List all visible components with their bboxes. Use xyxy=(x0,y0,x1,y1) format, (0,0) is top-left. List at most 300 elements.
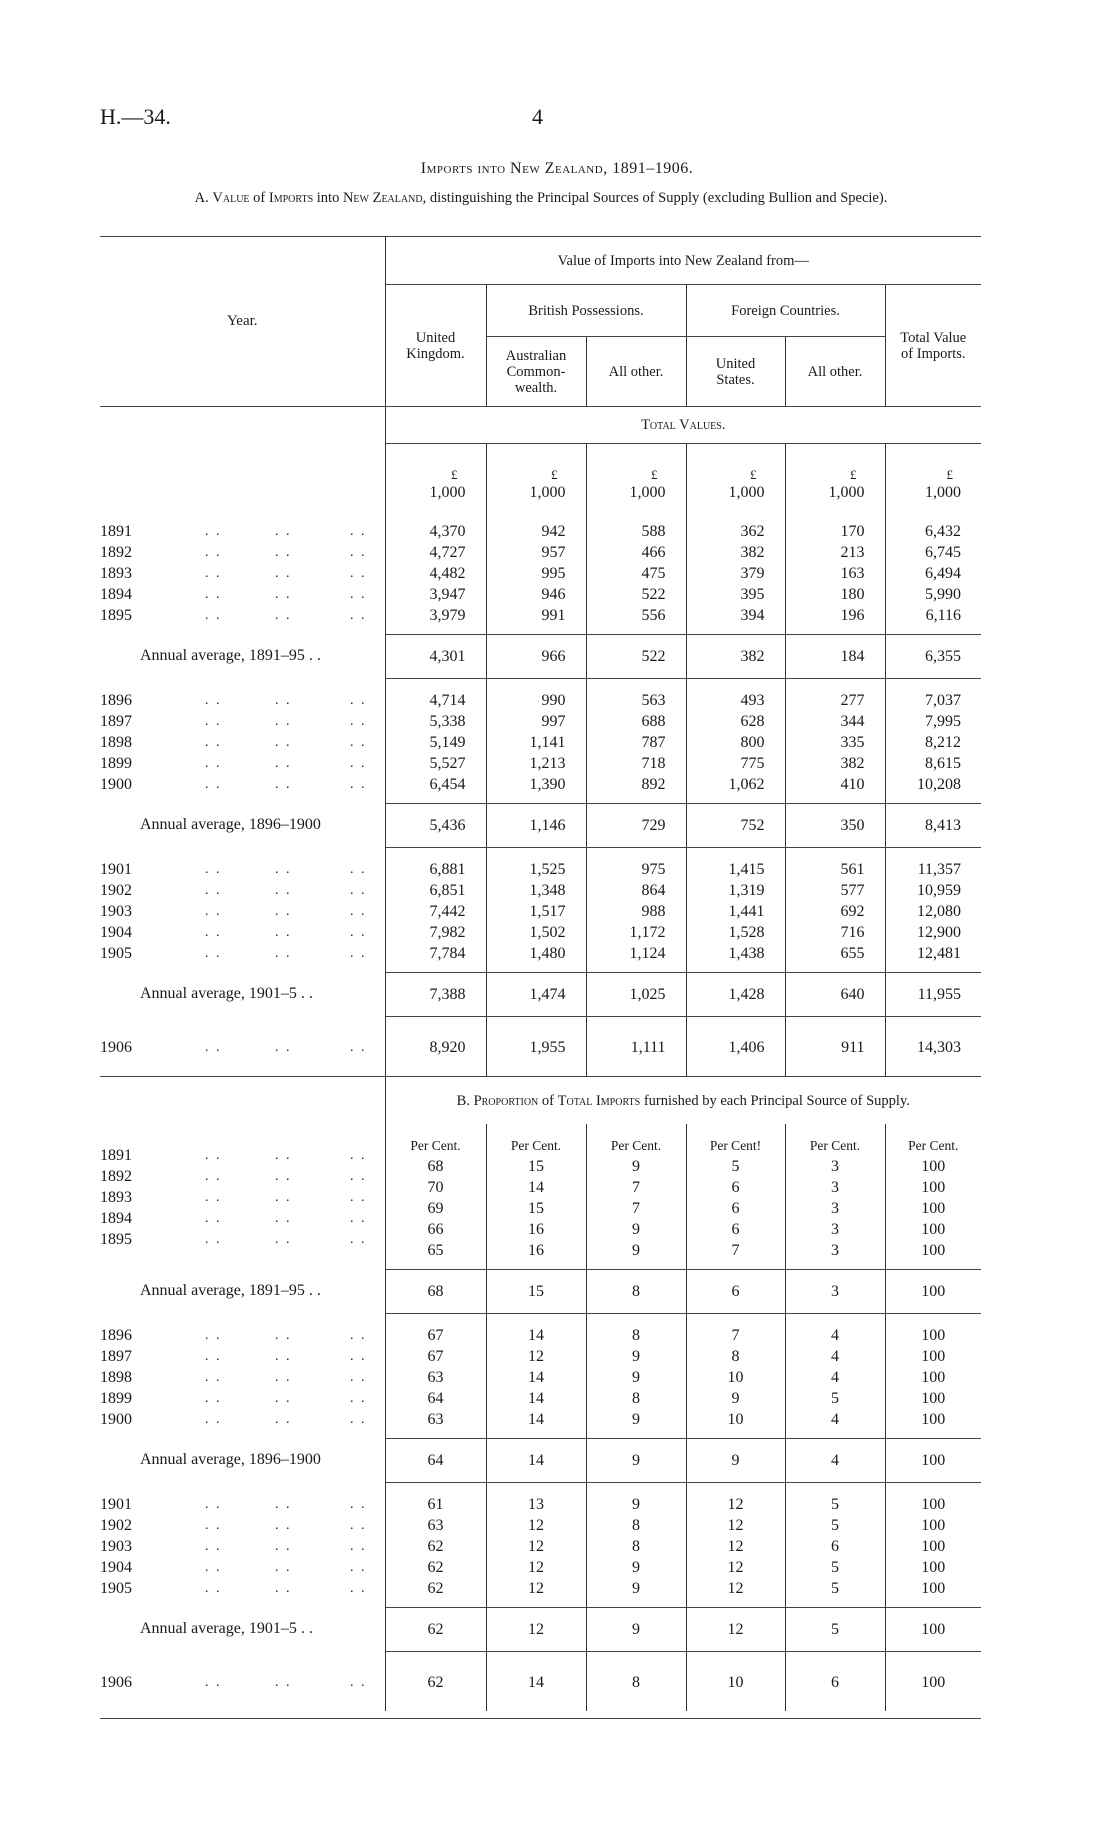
year-label: 1906 xyxy=(100,1673,132,1691)
table-cell-value: 100 xyxy=(921,1368,946,1386)
year-label: 1905 xyxy=(100,944,132,962)
year-row-label xyxy=(100,690,385,711)
table-cell-value: 8 xyxy=(632,1674,640,1691)
caption-prefix: A. xyxy=(194,190,213,206)
value-column-cell xyxy=(586,510,686,635)
value-column-cell xyxy=(686,1482,785,1607)
average-value: 350 xyxy=(840,816,865,834)
table-cell-value: 69 xyxy=(427,1199,444,1217)
year-row-label xyxy=(100,542,385,563)
leader-dots: . . xyxy=(205,1369,222,1385)
table-cell-value: 1,172 xyxy=(629,923,666,941)
table-cell-value: 6 xyxy=(731,1199,740,1217)
value-column-cell xyxy=(486,1482,586,1607)
average-value-cell xyxy=(385,1438,486,1482)
table-cell-value: 100 xyxy=(921,1326,946,1344)
value-column-cell xyxy=(785,847,885,972)
table-cell-value: 588 xyxy=(641,522,666,540)
table-cell-value: 100 xyxy=(921,1199,946,1217)
value-column-cell xyxy=(385,1016,486,1076)
value-column-cell xyxy=(385,1651,486,1711)
leader-dots: . . xyxy=(205,1496,222,1512)
table-cell-value: 7 xyxy=(731,1241,740,1259)
table-cell-value: 1,213 xyxy=(529,754,566,772)
average-value: 7,388 xyxy=(429,985,466,1003)
australian-commonwealth-header: Australian Common-wealth. xyxy=(486,337,586,407)
year-row-label xyxy=(100,732,385,753)
table-cell-value: 14,303 xyxy=(917,1039,962,1056)
year-label: 1902 xyxy=(100,1516,132,1534)
average-row xyxy=(100,972,981,1016)
table-cell-value: 5 xyxy=(831,1495,839,1513)
table-cell-value: 6 xyxy=(731,1178,740,1196)
year-cell xyxy=(100,847,385,972)
average-value-cell xyxy=(486,803,586,847)
leader-dots: . . xyxy=(205,713,222,729)
year-row-label xyxy=(100,1325,385,1346)
leader-dots: . . xyxy=(205,1327,222,1343)
unit-amount: 1,000 xyxy=(728,483,765,501)
value-column-cell xyxy=(885,1124,981,1270)
table-cell-value: 628 xyxy=(740,712,765,730)
value-column-cell xyxy=(486,847,586,972)
per-cent-label: Per Cent. xyxy=(809,1137,861,1153)
table-cell-value: 6 xyxy=(731,1220,740,1238)
page-title: Imports into New Zealand, 1891–1906. xyxy=(420,160,694,177)
table-cell-value: 563 xyxy=(641,691,666,709)
table-cell-value: 14 xyxy=(528,1410,544,1428)
table-cell-value: 12,481 xyxy=(917,944,962,962)
leader-dots: . . xyxy=(275,544,292,560)
average-value: 9 xyxy=(632,1620,640,1638)
table-cell-value: 8 xyxy=(632,1516,640,1534)
average-value-cell xyxy=(785,634,885,678)
value-column-cell xyxy=(885,510,981,635)
section-b-heading xyxy=(385,1076,981,1124)
year-label: 1892 xyxy=(100,543,132,561)
value-column-cell xyxy=(486,510,586,635)
table-cell-value: 5 xyxy=(831,1516,839,1534)
leader-dots: . . xyxy=(350,1327,367,1343)
table-cell-value: 8 xyxy=(632,1389,640,1407)
average-label: Annual average, 1901–5 . . xyxy=(140,985,313,1002)
year-label: 1899 xyxy=(100,1389,132,1407)
leader-dots: . . xyxy=(275,692,292,708)
table-cell-value: 9 xyxy=(632,1368,640,1386)
year-label: 1903 xyxy=(100,1537,132,1555)
year-label: 1898 xyxy=(100,733,132,751)
table-cell-value: 213 xyxy=(840,543,865,561)
value-column-cell xyxy=(785,1651,885,1711)
final-year-row xyxy=(100,1016,981,1076)
leader-dots: . . xyxy=(275,1327,292,1343)
average-value: 100 xyxy=(921,1620,946,1638)
average-value: 8 xyxy=(632,1282,640,1300)
table-cell-value: 787 xyxy=(641,733,666,751)
table-cell-value: 100 xyxy=(921,1537,946,1555)
year-label: 1900 xyxy=(100,775,132,793)
leader-dots: . . xyxy=(350,1232,367,1248)
table-cell-value: 1,390 xyxy=(529,775,566,793)
final-year-row xyxy=(100,1651,981,1711)
table-cell-value: 63 xyxy=(427,1516,444,1534)
average-value-cell xyxy=(686,1438,785,1482)
table-cell-value: 7 xyxy=(731,1326,740,1344)
table-cell-value: 12,900 xyxy=(917,923,962,941)
table-cell-value: 5 xyxy=(731,1157,740,1175)
table-cell-value: 7,784 xyxy=(429,944,466,962)
leader-dots: . . xyxy=(205,1148,222,1164)
table-cell-value: 995 xyxy=(541,564,566,582)
average-value-cell xyxy=(586,1438,686,1482)
table-cell-value: 4 xyxy=(831,1368,839,1386)
table-cell-value: 64 xyxy=(427,1389,444,1407)
data-block xyxy=(100,678,981,803)
leader-dots: . . xyxy=(205,1517,222,1533)
table-cell-value: 1,955 xyxy=(529,1039,566,1056)
year-cell xyxy=(100,1124,385,1270)
average-value-cell xyxy=(385,803,486,847)
table-a-caption xyxy=(100,190,982,206)
leader-dots: . . xyxy=(205,565,222,581)
caption-caps: New Zealand xyxy=(342,190,423,206)
leader-dots: . . xyxy=(275,1211,292,1227)
table-cell-value: 1,441 xyxy=(728,902,765,920)
table-cell-value: 277 xyxy=(840,691,865,709)
table-cell-value: 170 xyxy=(840,522,865,540)
leader-dots: . . xyxy=(205,1190,222,1206)
british-all-other-header: All other. xyxy=(586,337,686,407)
average-value-cell xyxy=(686,1607,785,1651)
year-row-label xyxy=(100,711,385,732)
leader-dots: . . xyxy=(350,1211,367,1227)
average-value-cell xyxy=(385,972,486,1016)
leader-dots: . . xyxy=(275,565,292,581)
value-column-cell xyxy=(586,1124,686,1270)
table-cell-value: 892 xyxy=(641,775,666,793)
caption-caps: Value xyxy=(212,190,250,206)
table-cell-value: 100 xyxy=(921,1157,946,1175)
average-value: 1,025 xyxy=(629,985,666,1003)
table-cell-value: 6,494 xyxy=(925,564,962,582)
value-column-cell xyxy=(385,678,486,803)
table-cell-value: 362 xyxy=(740,522,765,540)
year-label: 1901 xyxy=(100,860,132,878)
table-cell-value: 688 xyxy=(641,712,666,730)
table-cell-value: 100 xyxy=(921,1220,946,1238)
leader-dots: . . xyxy=(275,924,292,940)
year-label: 1903 xyxy=(100,902,132,920)
table-cell-value: 8,920 xyxy=(429,1039,466,1056)
table-cell-value: 9 xyxy=(731,1389,740,1407)
table-cell-value: 12,080 xyxy=(917,902,962,920)
table-cell-value: 100 xyxy=(921,1241,946,1259)
leader-dots: . . xyxy=(205,1039,222,1055)
table-cell-value: 6 xyxy=(831,1537,839,1555)
average-value: 1,146 xyxy=(529,816,566,834)
leader-dots: . . xyxy=(350,1559,367,1575)
leader-dots: . . xyxy=(275,1538,292,1554)
leader-dots: . . xyxy=(350,945,367,961)
average-value-cell xyxy=(885,972,981,1016)
average-value-cell xyxy=(586,1269,686,1313)
table-cell-value: 975 xyxy=(641,860,666,878)
value-column-cell xyxy=(486,1313,586,1438)
table-cell-value: 12 xyxy=(727,1516,744,1534)
table-cell-value: 4 xyxy=(831,1347,839,1365)
year-label: 1892 xyxy=(100,1168,132,1186)
table-cell-value: 10 xyxy=(727,1368,744,1386)
average-label: Annual average, 1891–95 . . xyxy=(140,1282,321,1299)
average-value: 9 xyxy=(632,1451,640,1469)
value-from-header: Value of Imports into New Zealand from— xyxy=(385,237,981,285)
leader-dots: . . xyxy=(275,1580,292,1596)
average-value-cell xyxy=(785,972,885,1016)
average-value: 11,955 xyxy=(917,985,962,1003)
leader-dots: . . xyxy=(350,544,367,560)
table-cell-value: 12 xyxy=(727,1579,744,1597)
table-cell-value: 100 xyxy=(921,1389,946,1407)
leader-dots: . . xyxy=(205,734,222,750)
average-value-cell xyxy=(885,1607,981,1651)
table-cell-value: 1,124 xyxy=(629,944,666,962)
average-value: 1,474 xyxy=(529,985,566,1003)
table-cell-value: 344 xyxy=(840,712,865,730)
average-row xyxy=(100,634,981,678)
year-row-label xyxy=(100,1145,385,1166)
year-row-label xyxy=(100,753,385,774)
year-row-label xyxy=(100,1409,385,1430)
table-cell-value: 100 xyxy=(921,1495,946,1513)
table-cell-value: 7,037 xyxy=(925,691,962,709)
leader-dots: . . xyxy=(350,734,367,750)
table-cell-value: 10,208 xyxy=(917,775,962,793)
average-value: 4,301 xyxy=(429,647,466,665)
average-value: 966 xyxy=(541,647,566,665)
leader-dots: . . xyxy=(350,882,367,898)
value-column-cell xyxy=(785,678,885,803)
year-label: 1894 xyxy=(100,1210,132,1228)
year-column-header: Year. xyxy=(100,237,385,407)
foreign-countries-header: Foreign Countries. xyxy=(686,285,885,337)
table-cell-value: 100 xyxy=(921,1516,946,1534)
leader-dots: . . xyxy=(275,586,292,602)
table-cell-value: 7,442 xyxy=(429,902,466,920)
year-row-label xyxy=(100,1187,385,1208)
table-cell-value: 9 xyxy=(632,1157,640,1175)
table-cell-value: 4,482 xyxy=(429,564,466,582)
unit-cell xyxy=(885,444,981,510)
leader-dots: . . xyxy=(205,523,222,539)
table-cell-value: 11,357 xyxy=(917,860,962,878)
leader-dots: . . xyxy=(275,734,292,750)
value-column-cell xyxy=(385,1482,486,1607)
table-cell-value: 556 xyxy=(641,606,666,624)
table-cell-value: 61 xyxy=(427,1495,444,1513)
unit-amount: 1,000 xyxy=(828,483,865,501)
value-column-cell xyxy=(686,1124,785,1270)
table-cell-value: 475 xyxy=(641,564,666,582)
table-cell-value: 5 xyxy=(831,1558,839,1576)
average-value-cell xyxy=(385,634,486,678)
unit-amount: 1,000 xyxy=(529,483,566,501)
table-cell-value: 577 xyxy=(840,881,865,899)
table-cell-value: 7 xyxy=(632,1199,640,1217)
per-cent-label: Per Cent! xyxy=(709,1137,762,1153)
table-cell-value: 10 xyxy=(727,1410,744,1428)
average-value: 12 xyxy=(727,1620,744,1638)
table-cell-value: 692 xyxy=(840,902,865,920)
year-row-label xyxy=(100,1557,385,1578)
leader-dots: . . xyxy=(275,1559,292,1575)
foreign-all-other-header: All other. xyxy=(785,337,885,407)
leader-dots: . . xyxy=(205,903,222,919)
year-row-label xyxy=(100,1388,385,1409)
average-value-cell xyxy=(486,634,586,678)
average-value-cell xyxy=(486,1269,586,1313)
table-cell-value: 12 xyxy=(727,1537,744,1555)
heading-text: furnished by each Principal Source of Supply. xyxy=(640,1092,910,1109)
total-value-header: Total Value of Imports. xyxy=(885,285,981,407)
table-cell-value: 1,517 xyxy=(529,902,566,920)
table-cell-value: 12 xyxy=(727,1558,744,1576)
table-cell-value: 1,525 xyxy=(529,860,566,878)
table-cell-value: 775 xyxy=(740,754,765,772)
average-label: Annual average, 1896–1900 xyxy=(140,1451,321,1468)
leader-dots: . . xyxy=(350,523,367,539)
year-row-label xyxy=(100,1346,385,1367)
year-row-label xyxy=(100,1672,385,1693)
table-cell-value: 493 xyxy=(740,691,765,709)
unit-cell xyxy=(785,444,885,510)
table-cell-value: 5 xyxy=(831,1389,839,1407)
document-reference: H.—34. xyxy=(100,104,171,129)
year-cell xyxy=(100,1313,385,1438)
table-cell-value: 4,714 xyxy=(429,691,466,709)
average-value-cell xyxy=(586,634,686,678)
value-column-cell xyxy=(785,1124,885,1270)
table-cell-value: 9 xyxy=(632,1410,640,1428)
table-cell-value: 800 xyxy=(740,733,765,751)
year-row-label xyxy=(100,563,385,584)
average-value: 5 xyxy=(831,1620,839,1638)
unit-cell xyxy=(686,444,785,510)
per-cent-label: Per Cent. xyxy=(610,1137,662,1153)
value-column-cell xyxy=(385,1313,486,1438)
table-cell-value: 14 xyxy=(528,1674,544,1691)
year-label: 1898 xyxy=(100,1368,132,1386)
leader-dots: . . xyxy=(205,882,222,898)
average-label: Annual average, 1901–5 . . xyxy=(140,1620,313,1637)
table-cell-value: 3 xyxy=(831,1241,839,1259)
table-cell-value: 957 xyxy=(541,543,566,561)
table-cell-value: 10 xyxy=(727,1674,744,1691)
table-cell-value: 946 xyxy=(541,585,566,603)
table-cell-value: 4 xyxy=(831,1410,839,1428)
table-cell-value: 1,502 xyxy=(529,923,566,941)
average-value-cell xyxy=(785,803,885,847)
table-cell-value: 3,979 xyxy=(429,606,466,624)
leader-dots: . . xyxy=(350,924,367,940)
average-value-cell xyxy=(486,972,586,1016)
leader-dots: . . xyxy=(350,903,367,919)
table-cell-value: 1,062 xyxy=(728,775,765,793)
united-kingdom-header: United Kingdom. xyxy=(385,285,486,407)
average-label: Annual average, 1896–1900 xyxy=(140,816,321,833)
year-label: 1904 xyxy=(100,1558,132,1576)
table-cell-value: 1,438 xyxy=(728,944,765,962)
average-value: 14 xyxy=(528,1451,544,1469)
pound-symbol: £ xyxy=(551,466,558,482)
year-label: 1904 xyxy=(100,923,132,941)
data-block xyxy=(100,1313,981,1438)
leader-dots: . . xyxy=(275,861,292,877)
unit-amount: 1,000 xyxy=(429,483,466,501)
value-column-cell xyxy=(586,1651,686,1711)
table-cell-value: 379 xyxy=(740,564,765,582)
average-value-cell xyxy=(885,803,981,847)
year-row-label xyxy=(100,1367,385,1388)
leader-dots: . . xyxy=(350,713,367,729)
value-column-cell xyxy=(785,1016,885,1076)
table-cell-value: 12 xyxy=(528,1558,544,1576)
table-cell-value: 8 xyxy=(632,1537,640,1555)
table-cell-value: 9 xyxy=(632,1495,640,1513)
average-value-cell xyxy=(586,803,686,847)
british-possessions-header: British Possessions. xyxy=(486,285,686,337)
pound-symbol: £ xyxy=(750,466,757,482)
year-label: 1905 xyxy=(100,1579,132,1597)
value-column-cell xyxy=(885,1016,981,1076)
average-value: 184 xyxy=(840,647,865,665)
table-cell-value: 5,149 xyxy=(429,733,466,751)
table-cell-value: 100 xyxy=(921,1579,946,1597)
table-cell-value: 410 xyxy=(840,775,865,793)
value-column-cell xyxy=(385,510,486,635)
leader-dots: . . xyxy=(205,924,222,940)
leader-dots: . . xyxy=(205,1169,222,1185)
leader-dots: . . xyxy=(350,1496,367,1512)
pound-symbol: £ xyxy=(451,466,458,482)
leader-dots: . . xyxy=(275,1190,292,1206)
leader-dots: . . xyxy=(205,1411,222,1427)
table-cell-value: 911 xyxy=(841,1039,865,1056)
heading-caps: Total Imports xyxy=(557,1092,641,1109)
leader-dots: . . xyxy=(350,1390,367,1406)
year-label: 1896 xyxy=(100,691,132,709)
table-cell-value: 14 xyxy=(528,1178,544,1196)
table-cell-value: 63 xyxy=(427,1410,444,1428)
leader-dots: . . xyxy=(275,776,292,792)
caption-text: , distinguishing the Principal Sources of Supply (excluding Bullion and Specie). xyxy=(422,190,888,206)
data-block xyxy=(100,847,981,972)
unit-amount: 1,000 xyxy=(629,483,666,501)
average-value: 3 xyxy=(831,1282,839,1300)
average-value-cell xyxy=(486,1438,586,1482)
average-row xyxy=(100,803,981,847)
leader-dots: . . xyxy=(275,1411,292,1427)
leader-dots: . . xyxy=(205,755,222,771)
table-cell-value: 466 xyxy=(641,543,666,561)
table-cell-value: 7,982 xyxy=(429,923,466,941)
average-value-cell xyxy=(686,972,785,1016)
leader-dots: . . xyxy=(275,945,292,961)
year-label: 1894 xyxy=(100,585,132,603)
average-value-cell xyxy=(785,1269,885,1313)
table-cell-value: 196 xyxy=(840,606,865,624)
average-value: 8,413 xyxy=(925,816,962,834)
year-label: 1900 xyxy=(100,1410,132,1428)
